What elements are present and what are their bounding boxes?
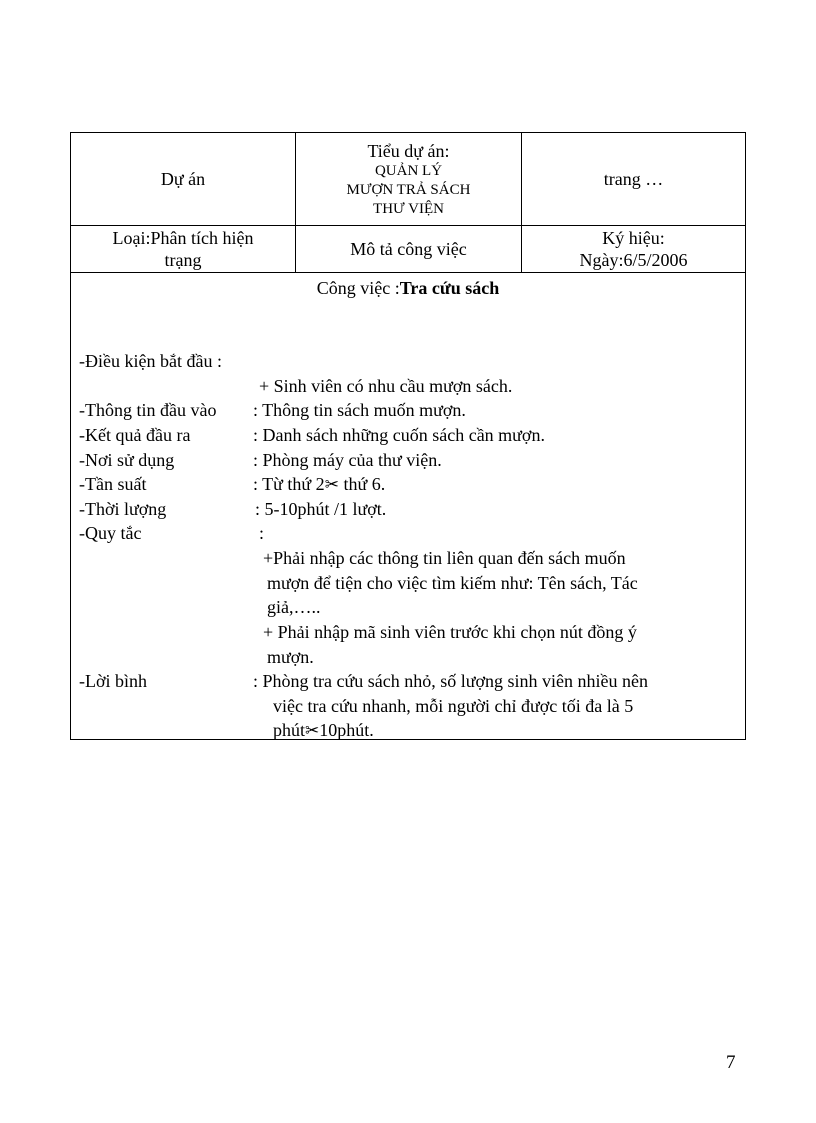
- rules-line: mượn.: [267, 647, 314, 667]
- task-body: [71, 273, 745, 740]
- page-label: trang …: [603, 169, 664, 189]
- description-label: Mô tả công việc: [350, 239, 467, 259]
- comment-label: -Lời bình: [79, 671, 148, 691]
- type-line: trạng: [164, 250, 202, 270]
- task-prefix: Công việc :: [316, 278, 400, 298]
- duration-label: -Thời lượng: [79, 499, 167, 519]
- comment-line-last: [273, 718, 374, 743]
- project-label: Dự án: [160, 169, 206, 189]
- header-row-2: [71, 226, 745, 273]
- comment-fragment: 10phút.: [319, 720, 374, 740]
- comment-line: việc tra cứu nhanh, mỗi người chỉ được tối đa là 5: [273, 696, 634, 716]
- input-label: -Thông tin đầu vào: [79, 400, 217, 420]
- input-value: : Thông tin sách muốn mượn.: [253, 400, 466, 420]
- date-label: Ngày:6/5/2006: [579, 250, 688, 270]
- task-title: [71, 277, 745, 299]
- subproject-line: QUẢN LÝ: [374, 162, 443, 179]
- frequency-label: -Tần suất: [79, 474, 147, 494]
- rules-line: giả,…..: [267, 597, 321, 617]
- page-number: 7: [726, 1052, 736, 1073]
- comment-line: : Phòng tra cứu sách nhỏ, số lượng sinh viên nhiều nên: [253, 671, 648, 691]
- comment-fragment: phút: [273, 720, 306, 740]
- subproject-title: Tiểu dự án:: [367, 140, 450, 161]
- output-label: -Kết quả đầu ra: [79, 425, 191, 445]
- type-line: Loại:Phân tích hiện: [112, 228, 254, 248]
- page-cell: [522, 133, 745, 225]
- rules-colon: :: [259, 523, 265, 543]
- rules-line: +Phải nhập các thông tin liên quan đến sách muốn: [263, 548, 626, 568]
- start-condition-value: + Sinh viên có nhu cầu mượn sách.: [259, 376, 513, 396]
- start-condition-label: -Điều kiện bắt đầu :: [79, 351, 222, 371]
- output-value: : Danh sách những cuốn sách cần mượn.: [253, 425, 545, 445]
- place-label: -Nơi sử dụng: [79, 450, 175, 470]
- scissors-icon: ✂: [324, 475, 339, 495]
- project-cell: [71, 133, 296, 225]
- rules-line: mượn để tiện cho việc tìm kiếm như: Tên sách, Tác: [267, 573, 638, 593]
- frequency-value: [253, 472, 385, 497]
- duration-value: : 5-10phút /1 lượt.: [255, 499, 387, 519]
- frequency-from: : Từ thứ 2: [253, 474, 325, 494]
- type-cell: [71, 226, 296, 272]
- job-description-table: [70, 132, 746, 740]
- scissors-icon: ✂: [305, 721, 320, 741]
- subproject-line: MƯỢN TRẢ SÁCH: [346, 181, 471, 198]
- rules-line: + Phải nhập mã sinh viên trước khi chọn nút đồng ý: [263, 622, 637, 642]
- frequency-to: thứ 6.: [338, 474, 386, 494]
- symbol-date-cell: [522, 226, 745, 272]
- task-name: Tra cứu sách: [399, 278, 500, 298]
- subproject-line: THƯ VIỆN: [373, 200, 444, 217]
- subproject-cell: [296, 133, 522, 225]
- place-value: : Phòng máy của thư viện.: [253, 450, 442, 470]
- header-row-1: [71, 133, 745, 226]
- rules-label: -Quy tắc: [79, 523, 142, 543]
- symbol-label: Ký hiệu:: [602, 228, 665, 248]
- description-cell: [296, 226, 522, 272]
